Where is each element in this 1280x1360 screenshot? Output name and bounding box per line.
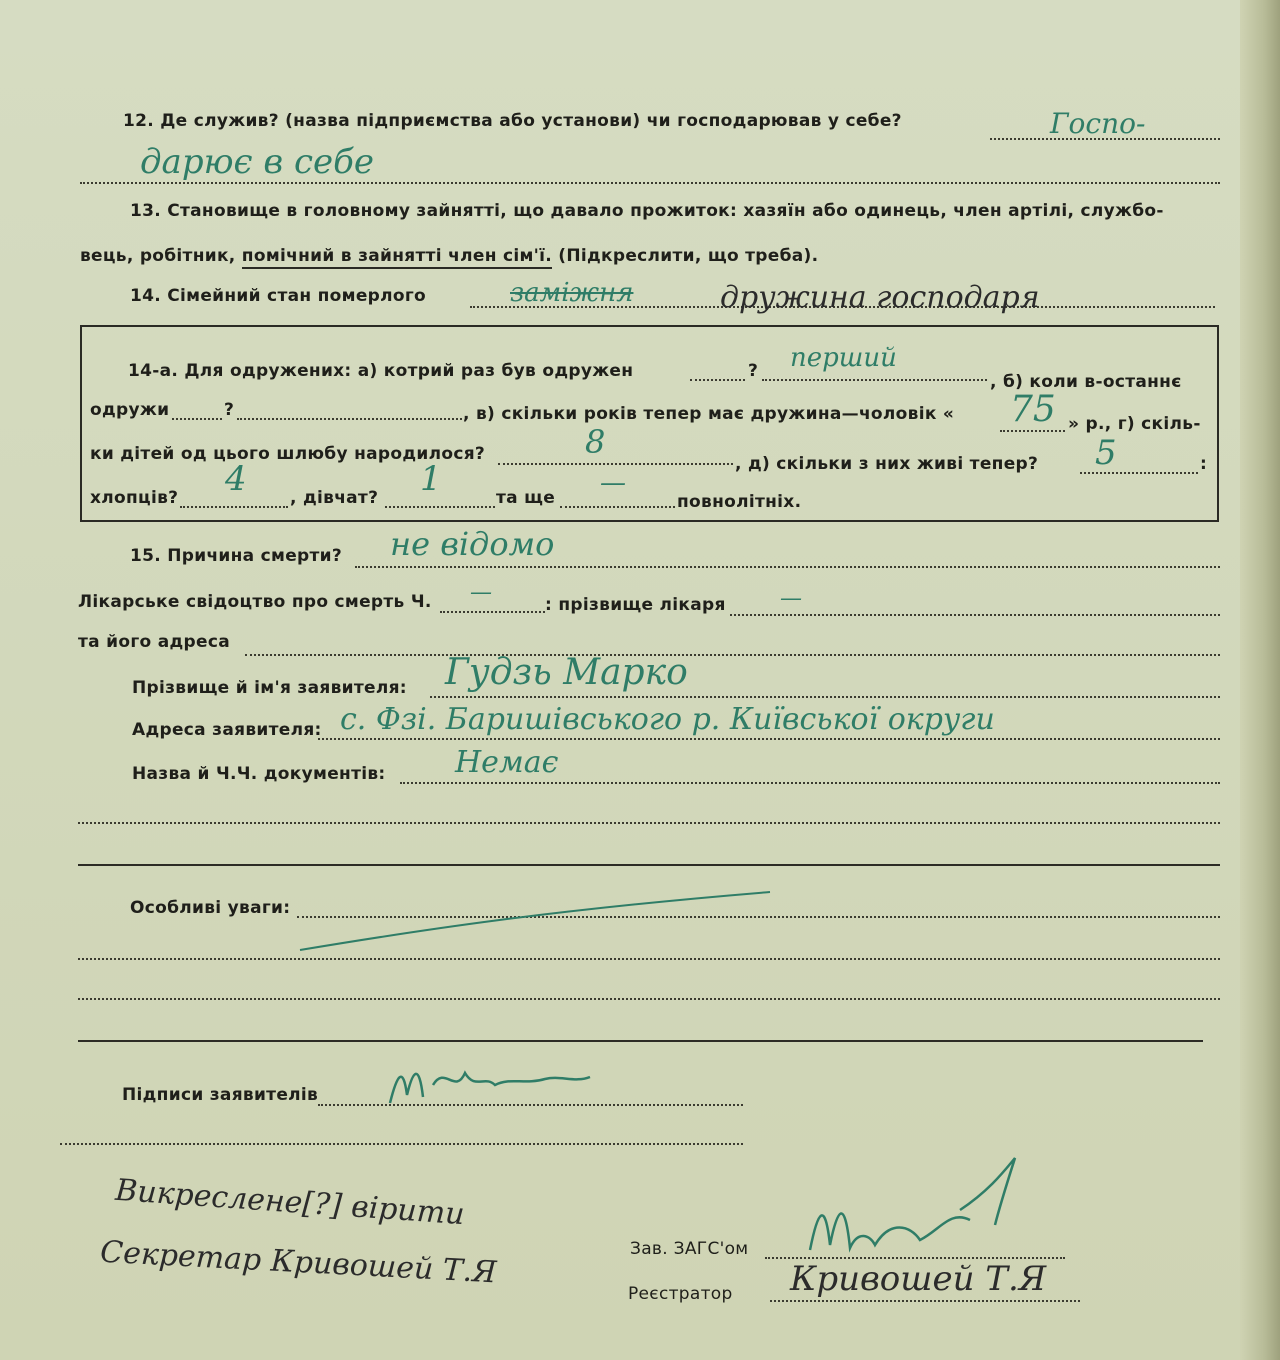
zags-head-label: Зав. ЗАГС'ом [630,1239,749,1259]
registrar-name: Кривошей Т.Я [790,1259,1047,1299]
signature-dots-2 [60,1143,743,1145]
q14a-dots-8 [385,506,495,508]
q14a-dots-2 [762,379,987,381]
q12-dotted-line-2 [80,182,1220,184]
medical-label3: та його адреса [78,632,230,652]
q15-answer: не відомо [390,525,555,563]
applicant-docs-dots [400,782,1220,784]
q14a-text6: ки дітей од цього шлюбу народилося? [90,444,486,464]
q15-dotted-line [355,566,1220,568]
q12-label: 12. Де служив? (назва підприємства або установи) чи господарював у себе? [123,111,902,131]
q14a-dots-1 [690,379,745,381]
medical-answer-number: — [470,580,492,605]
q14a-text4: , в) скільки років тепер має дружина—чоловік « [463,404,955,424]
medical-label2: : прізвище лікаря [545,595,726,615]
applicant-address-label: Адреса заявителя: [132,720,322,740]
q14a-text12: повнолітніх. [677,492,802,512]
q12-answer-part1: Госпо- [1050,107,1146,140]
applicant-name-label: Прізвище й ім'я заявителя: [132,678,407,698]
q13-underlined-option: помічний в зайнятті член сім'ї. [242,246,552,269]
q14-answer: дружина господаря [720,280,1040,315]
remarks-label: Особливі уваги: [130,898,291,918]
q14a-text9: хлопців? [90,488,179,508]
q14a-answer-age: 75 [1010,389,1056,430]
q14a-text11: та ще [496,488,556,508]
q14a-answer-alive: 5 [1095,433,1117,473]
applicant-name-dots [430,696,1220,698]
zags-head-signature [800,1150,1040,1270]
q13-line2-start: вець, робітник, [80,246,236,266]
q13-line2 [80,248,818,265]
remarks-dots-3 [78,998,1220,1000]
q14a-text7: , д) скільки з них живі тепер? [735,454,1039,474]
q14a-dots-7 [180,506,288,508]
medical-answer-doctor: — [780,586,802,611]
q14a-answer-girls: 1 [420,459,442,499]
q14a-text8: : [1200,454,1208,474]
medical-dots-2 [730,614,1220,616]
q13-line1: 13. Становище в головному зайнятті, що давало прожиток: хазяїн або одинець, член артілі, службо- [130,201,1164,221]
medical-dots-3 [245,654,1220,656]
applicant-address-value: с. Фзі. Баришівського р. Київської округи [340,702,995,737]
q14-label: 14. Сімейний стан померлого [130,286,427,306]
q14a-text1: 14-а. Для одружених: а) котрий раз був одружен [128,361,634,381]
applicant-docs-label: Назва й Ч.Ч. документів: [132,764,386,784]
applicant-docs-value: Немає [455,745,559,780]
applicant-signature [385,1055,595,1110]
medical-dots-1 [440,611,545,613]
remarks-cancel-stroke [300,890,780,960]
q14-answer-struck: заміжня [510,278,634,308]
copy-note-line2: Секретар Кривошей Т.Я [99,1234,498,1291]
q13-line2-end: (Підкреслити, що треба). [558,246,819,266]
q12-answer-part2: дарює в себе [140,142,374,182]
applicant-name-value: Гудзь Марко [445,652,688,693]
copy-note-line1: Викреслене[?] вірити [114,1172,466,1233]
q14a-answer-times: перший [790,343,897,373]
section-rule-2 [78,1040,1203,1042]
medical-label1: Лікарське свідоцтво про смерть Ч. [78,592,432,612]
q14a-dots-5 [498,463,733,465]
applicant-address-dots [318,738,1220,740]
q14a-answer-boys: 4 [225,459,247,499]
section-rule-1 [78,864,1220,866]
q15-label: 15. Причина смерти? [130,546,343,566]
q14a-dots-4 [237,418,462,420]
q14a-text5: » р., г) скіль- [1068,414,1201,434]
book-spine-shadow [1240,0,1280,1360]
q14a-qmark1: ? [748,361,759,381]
registrar-label: Реєстратор [628,1284,733,1304]
q14a-text10: , дівчат? [290,488,379,508]
q14a-answer-minors: — [600,468,626,498]
q14a-answer-children: 8 [585,423,606,461]
q14a-dots-age [1000,430,1065,432]
q14a-text2: , б) коли в-останнє [990,372,1182,392]
q14a-qmark2: ? [224,400,235,420]
q14a-text3: одружи [90,400,170,420]
q14a-dots-9 [560,506,675,508]
q14a-dots-3 [172,418,222,420]
registrar-dots [770,1300,1080,1302]
blank-dotted-line-1 [78,822,1220,824]
applicant-signature-label: Підписи заявителів [122,1085,319,1105]
